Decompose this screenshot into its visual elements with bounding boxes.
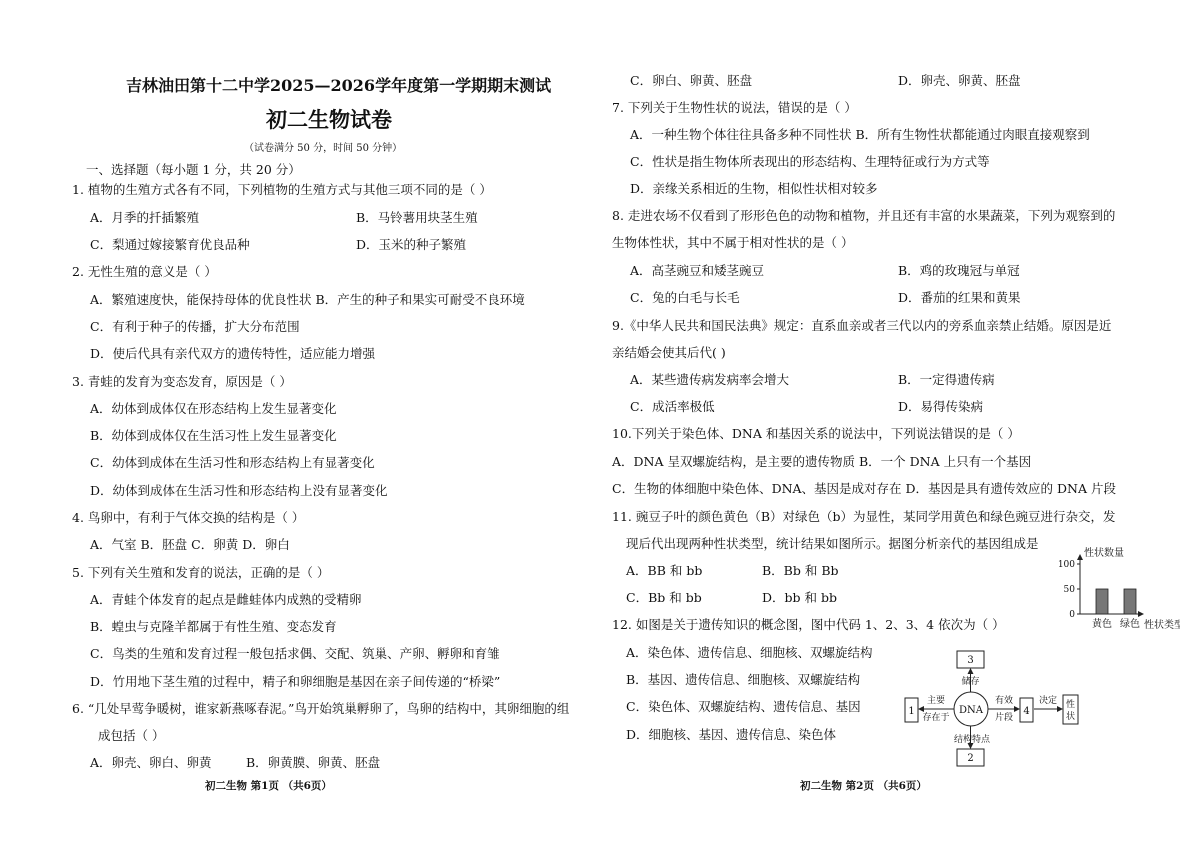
q5-option-b: B．蝗虫与克隆羊都属于有性生殖、变态发育 [90, 619, 337, 634]
question-4: 4. 鸟卵中，有利于气体交换的结构是（ ） [72, 510, 305, 525]
arrow-decide-head [1057, 706, 1063, 712]
main-label: 主要 [926, 696, 946, 706]
exam-title: 吉林油田第十二中学2025—2026学年度第一学期期末测试 [126, 76, 552, 95]
q5-option-c: C．鸟类的生殖和发育过程一般包括求偶、交配、筑巢、产卵、孵卵和育雏 [90, 646, 500, 661]
arrow-segment-head [1014, 706, 1020, 712]
segment-label: 片段 [994, 713, 1014, 723]
q3-option-c: C．幼体到成体在生活习性和形态结构上有显著变化 [90, 455, 375, 470]
q1-option-a: A．月季的扦插繁殖 [90, 210, 200, 225]
chart-y-axis-arrow [1077, 554, 1083, 560]
question-9-continued: 亲结婚会使其后代( ) [612, 345, 726, 360]
arrow-store-head [968, 668, 974, 674]
structure-label: 结构特点 [953, 735, 991, 745]
q11-option-b: B．Bb 和 Bb [762, 563, 839, 578]
chart-y-tick-label: 0 [1069, 610, 1075, 620]
decide-label: 决定 [1038, 696, 1058, 706]
exam-note: （试卷满分 50 分，时间 50 分钟） [244, 143, 403, 154]
chart-category-label: 黄色 [1092, 619, 1112, 630]
effect-label: 有效 [994, 696, 1014, 706]
q10-options-ab: A．DNA 呈双螺旋结构，是主要的遗传物质 B．一个 DNA 上只有一个基因 [612, 454, 1032, 469]
q5-option-d: D．竹用地下茎生殖的过程中，精子和卵细胞是基因在亲子间传递的“桥梁” [90, 674, 501, 689]
arrow-exist-head [918, 706, 924, 712]
question-2: 2. 无性生殖的意义是（ ） [72, 264, 217, 279]
question-6: 6. “几处早莺争暖树，谁家新燕啄春泥。”鸟开始筑巢孵卵了，鸟卵的结构中，其卵细胞的组 [72, 701, 570, 716]
q12-option-b: B．基因、遗传信息、细胞核、双螺旋结构 [626, 672, 861, 687]
q9-option-d: D．易得传染病 [898, 399, 984, 414]
q1-option-b: B．马铃薯用块茎生殖 [356, 210, 478, 225]
q6-option-b: B．卵黄膜、卵黄、胚盘 [246, 755, 381, 770]
q12-option-d: D．细胞核、基因、遗传信息、染色体 [626, 727, 837, 742]
q2-option-d: D．使后代具有亲代双方的遗传特性，适应能力增强 [90, 346, 376, 361]
exist-label: 存在于 [922, 713, 950, 723]
q3-option-b: B．幼体到成体仅在生活习性上发生显著变化 [90, 428, 337, 443]
q6-option-d: D．卵壳、卵黄、胚盘 [898, 73, 1021, 88]
genetics-concept-diagram [896, 648, 1086, 772]
question-5: 5. 下列有关生殖和发育的说法，正确的是（ ） [72, 565, 330, 580]
question-8-continued: 生物体性状，其中不属于相对性状的是（ ） [612, 235, 854, 250]
q1-option-d: D．玉米的种子繁殖 [356, 237, 467, 252]
q12-option-c: C．染色体、双螺旋结构、遗传信息、基因 [626, 699, 861, 714]
q8-option-d: D．番茄的红果和黄果 [898, 290, 1021, 305]
q8-option-b: B．鸡的玫瑰冠与单冠 [898, 263, 1020, 278]
q10-options-cd: C．生物的体细胞中染色体、DNA、基因是成对存在 D．基因是具有遗传效应的 DNA 片段 [612, 481, 1116, 496]
trait-box-label-2: 状 [1065, 712, 1076, 722]
question-11-continued: 现后代出现两种性状类型，统计结果如图所示。据图分析亲代的基因组成是 [626, 536, 1039, 551]
question-9: 9.《中华人民共和国民法典》规定：直系血亲或者三代以内的旁系血亲禁止结婚。原因是近 [612, 318, 1112, 333]
q11-option-a: A．BB 和 bb [626, 563, 703, 578]
q1-option-c: C．梨通过嫁接繁育优良品种 [90, 237, 250, 252]
q5-option-a: A．青蛙个体发育的起点是雌蛙体内成熟的受精卵 [90, 592, 362, 607]
q9-option-b: B．一定得遗传病 [898, 372, 995, 387]
q8-option-c: C．兔的白毛与长毛 [630, 290, 740, 305]
q6-option-c: C．卵白、卵黄、胚盘 [630, 73, 753, 88]
q9-option-c: C．成活率极低 [630, 399, 715, 414]
question-6-continued: 成包括（ ） [98, 728, 165, 743]
exam-subtitle: 初二生物试卷 [266, 107, 392, 132]
question-7: 7. 下列关于生物性状的说法，错误的是（ ） [612, 100, 857, 115]
q3-option-d: D．幼体到成体在生活习性和形态结构上没有显著变化 [90, 483, 388, 498]
store-label: 储存 [961, 677, 980, 687]
q9-option-a: A．某些遗传病发病率会增大 [630, 372, 790, 387]
question-12: 12. 如图是关于遗传知识的概念图，图中代码 1、2、3、4 依次为（ ） [612, 617, 1005, 632]
q2-option-c: C．有利于种子的传播，扩大分布范围 [90, 319, 300, 334]
question-10: 10.下列关于染色体、DNA 和基因关系的说法中，下列说法错误的是（ ） [612, 426, 1020, 441]
q3-option-a: A．幼体到成体仅在形态结构上发生显著变化 [90, 401, 337, 416]
page-footer-right: 初二生物 第2页 （共6页） [800, 780, 927, 792]
q7-options-ab: A．一种生物个体往往具备多种不同性状 B．所有生物性状都能通过肉眼直接观察到 [630, 127, 1090, 142]
chart-category-label: 绿色 [1120, 619, 1140, 630]
page-footer-left: 初二生物 第1页 （共6页） [205, 780, 332, 792]
chart-y-axis-label: 性状数量 [1084, 548, 1124, 559]
diagram-box-1-label: 1 [908, 706, 915, 717]
q6-option-a: A．卵壳、卵白、卵黄 [90, 755, 212, 770]
q11-option-d: D．bb 和 bb [762, 590, 837, 605]
q4-options: A．气室 B．胚盘 C．卵黄 D．卵白 [90, 537, 290, 552]
chart-y-tick-label: 50 [1063, 585, 1075, 595]
chart-x-axis-label: 性状类型 [1144, 620, 1180, 631]
chart-x-axis-arrow [1138, 611, 1144, 617]
chart-y-tick-label: 100 [1057, 560, 1075, 570]
q12-option-a: A．染色体、遗传信息、细胞核、双螺旋结构 [626, 645, 873, 660]
section-heading: 一、选择题（每小题 1 分，共 20 分） [86, 162, 301, 177]
dna-label: DNA [959, 705, 983, 716]
q11-option-c: C．Bb 和 bb [626, 590, 702, 605]
diagram-box-2-label: 2 [967, 753, 974, 764]
chart-bar [1124, 589, 1136, 614]
chart-bar [1096, 589, 1108, 614]
trait-bar-chart [1040, 540, 1180, 632]
q8-option-a: A．高茎豌豆和矮茎豌豆 [630, 263, 765, 278]
q7-option-d: D．亲缘关系相近的生物，相似性状相对较多 [630, 181, 878, 196]
question-11: 11. 豌豆子叶的颜色黄色（B）对绿色（b）为显性，某同学用黄色和绿色豌豆进行杂交，发 [612, 509, 1116, 524]
trait-box-label-1: 性 [1065, 700, 1076, 710]
diagram-box-4-label: 4 [1023, 706, 1030, 717]
question-1: 1. 植物的生殖方式各有不同，下列植物的生殖方式与其他三项不同的是（ ） [72, 182, 492, 197]
q7-option-c: C．性状是指生物体所表现出的形态结构、生理特征或行为方式等 [630, 154, 990, 169]
diagram-box-3-label: 3 [967, 655, 974, 666]
question-8: 8. 走进农场不仅看到了形形色色的动物和植物，并且还有丰富的水果蔬菜，下列为观察到的 [612, 208, 1116, 223]
question-3: 3. 青蛙的发育为变态发育，原因是（ ） [72, 374, 292, 389]
q2-options-ab: A．繁殖速度快，能保持母体的优良性状 B．产生的种子和果实可耐受不良环境 [90, 292, 525, 307]
